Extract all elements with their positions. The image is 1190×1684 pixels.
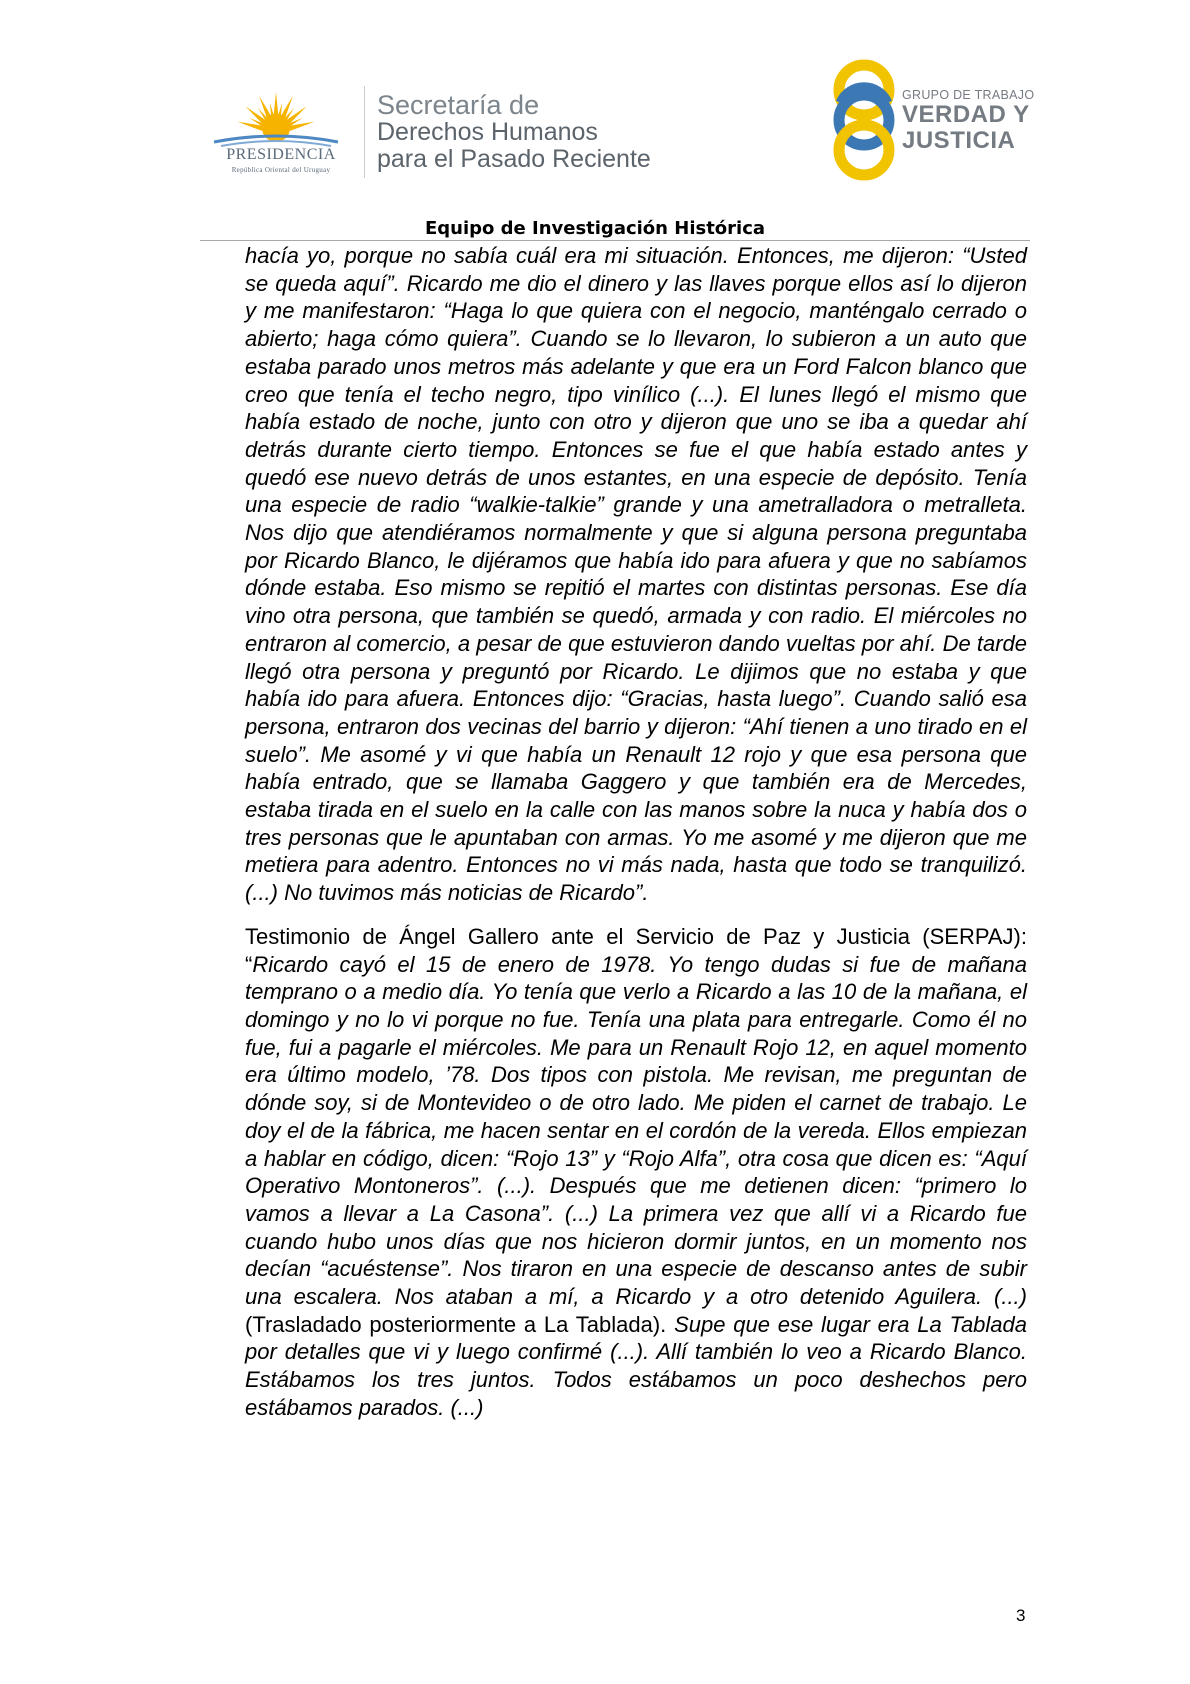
gtvj-line-2: VERDAD Y: [902, 101, 1030, 128]
paragraph-2-lead: Testimonio de Ángel Gallero ante el Servicio de Paz y Justicia (SERPAJ): “: [245, 923, 1027, 977]
testimony-paragraph-2: [245, 923, 1027, 1422]
testimony-paragraph-1: hacía yo, porque no sabía cuál era mi situación. Entonces, me dijeron: “Usted se queda aquí”. Ricardo me dio el dinero y las llaves porque ellos así lo dijeron y me manifestaron: “Haga lo que quiera con el negocio, manténgalo cerrado o abierto; haga cómo quiera”. Cuando se lo llevaron, lo subieron a un auto que estaba parado unos metros más adelante y que era un Ford Falcon blanco que creo que tenía el techo negro, tipo vinílico (...). El lunes llegó el mismo que había estado de noche, junto con otro y dijeron que uno se iba a quedar ahí detrás durante cierto tiempo. Entonces se fue el que había estado antes y quedó ese nuevo detrás de unos estantes, en una especie de depósito. Tenía una especie de radio “walkie-talkie” grande y una ametralladora o metralleta. Nos dijo que atendiéramos normalmente y que si alguna persona preguntaba por Ricardo Blanco, le dijéramos que había ido para afuera y que no sabíamos dónde estaba. Eso mismo se repitió el martes con distintas personas. Ese día vino otra persona, que también se quedó, armada y con radio. El miércoles no entraron al comercio, a pesar de que estuvieron dando vueltas por ahí. De tarde llegó otra persona y preguntó por Ricardo. Le dijimos que no estaba y que había ido para afuera. Entonces dijo: “Gracias, hasta luego”. Cuando salió esa persona, entraron dos vecinas del barrio y dijeron: “Ahí tienen a uno tirado en el suelo”. Me asomé y vi que había un Renault 12 rojo y que esa persona que había entrado, que se llamaba Gaggero y que también era de Mercedes, estaba tirada en el suelo en la calle con las manos sobre la nuca y había dos o tres personas que le apuntaban con armas. Yo me asomé y me dijeron que me metiera para adentro. Entonces no vi más nada, hasta que todo se tranquilizó. (...) No tuvimos más noticias de Ricardo”.: [245, 243, 1027, 906]
secretaria-line-2: Derechos Humanos: [377, 118, 598, 146]
verdad-justicia-wordmark: [902, 88, 1034, 154]
gtvj-line-1: GRUPO DE TRABAJO: [902, 88, 1035, 102]
document-body: [245, 242, 1027, 1422]
paragraph-2-note: (Trasladado posteriormente a La Tablada).: [245, 1311, 675, 1337]
presidencia-subtitle: República Oriental del Uruguay: [231, 166, 331, 174]
verdad-justicia-rings-logo: [824, 58, 904, 182]
presidencia-sun-logo: [196, 80, 356, 180]
secretaria-title: [377, 92, 651, 173]
page-number: 3: [1016, 1606, 1026, 1625]
secretaria-line-3: para el Pasado Reciente: [377, 145, 651, 173]
paragraph-2-quote-2: Supe que ese lugar era La Tablada por detalles que vi y luego confirmé (...). Allí también lo veo a Ricardo Blanco. Estábamos los tres juntos. Todos estábamos un poco deshechos pero estábamos parados. (...): [245, 1311, 1028, 1420]
header-rule: [200, 240, 1030, 241]
gtvj-line-3: JUSTICIA: [902, 127, 1016, 154]
secretaria-line-1: Secretaría de: [377, 90, 540, 120]
paragraph-2-quote-1: Ricardo cayó el 15 de enero de 1978. Yo tengo dudas si fue de mañana temprano o a medio día. Yo tenía que verlo a Ricardo a las 10 de la mañana, el domingo y no lo vi porque no fue. Tenía una plata para entregarle. Como él no fue, fui a pagarle el miércoles. Me para un Renault Rojo 12, en aquel momento era último modelo, ’78. Dos tipos con pistola. Me revisan, me preguntan de dónde soy, si de Montevideo o de otro lado. Me piden el carnet de trabajo. Le doy el de la fábrica, me hacen sentar en el cordón de la vereda. Ellos empiezan a hablar en código, dicen: “Rojo 13” y “Rojo Alfa”, otra cosa que dicen es: “Aquí Operativo Montoneros”. (...). Después que me detienen dicen: “primero lo vamos a llevar a La Casona”. (...) La primera vez que allí vi a Ricardo fue cuando hubo unos días que nos hicieron dormir juntos, en un momento nos decían “acuéstense”. Nos tiraron en una especie de descanso antes de subir una escalera. Nos ataban a mí, a Ricardo y a otro detenido Aguilera. (...): [245, 951, 1027, 1310]
team-title: Equipo de Investigación Histórica: [424, 218, 766, 239]
presidencia-wordmark: PRESIDENCIA: [226, 146, 336, 163]
page-header: [0, 0, 1190, 240]
header-divider: [364, 86, 365, 178]
